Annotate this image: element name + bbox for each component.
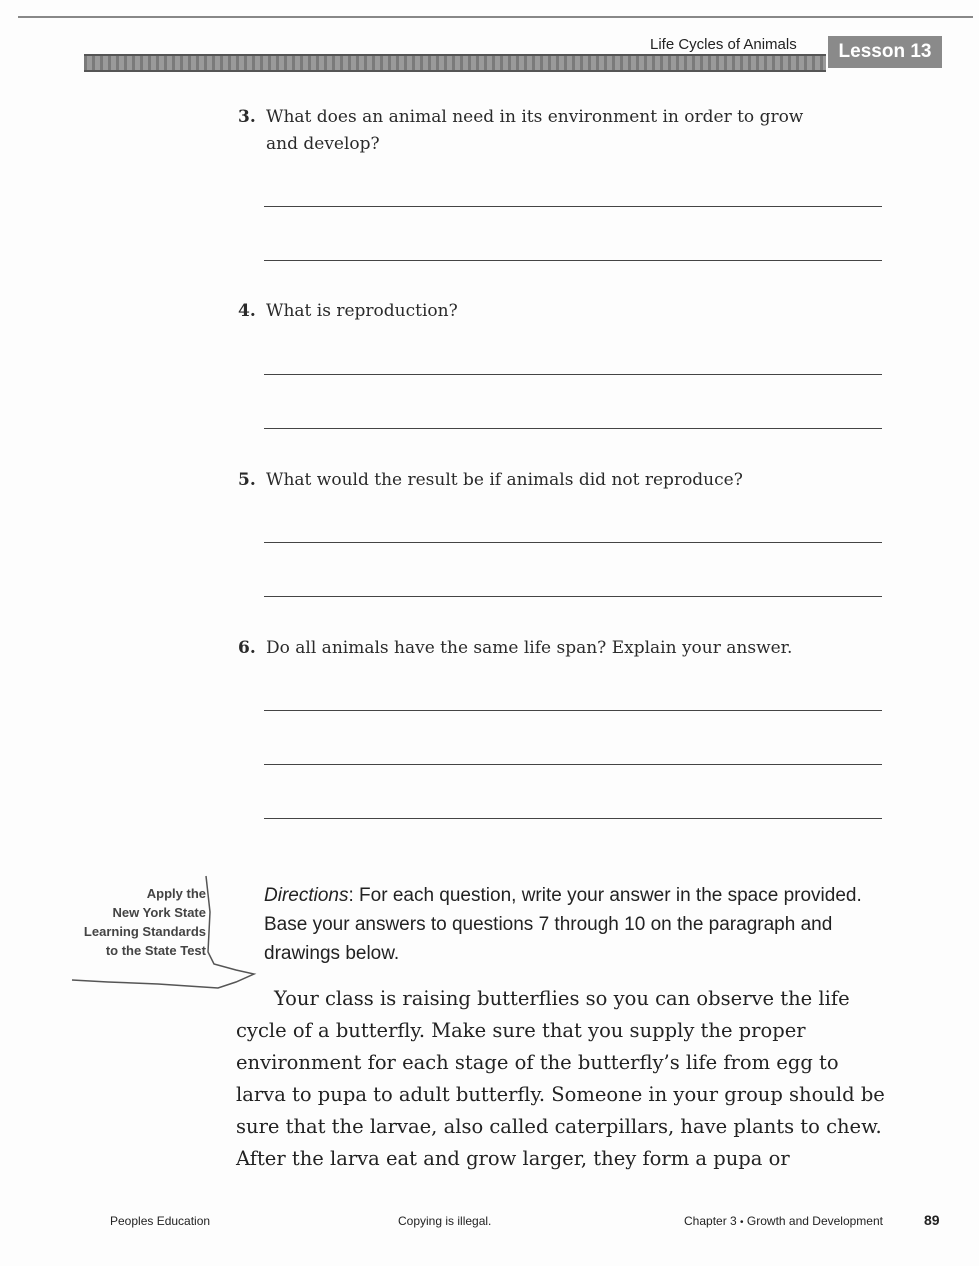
answer-line-q6-1[interactable]: [264, 710, 882, 711]
answer-line-q6-3[interactable]: [264, 818, 882, 819]
standards-line-3: Learning Standards: [83, 924, 206, 939]
footer-separator: •: [740, 1217, 744, 1228]
footer-copy-notice: Copying is illegal.: [398, 1214, 492, 1228]
standards-note: [56, 884, 206, 960]
question-number: 3.: [238, 107, 256, 127]
standards-line-1: Apply the: [146, 886, 206, 901]
footer-chapter-label: Chapter 3: [684, 1214, 737, 1228]
page-number: 89: [924, 1212, 940, 1228]
standards-line-4: to the State Test: [105, 943, 206, 958]
passage-paragraph: Your class is raising butterflies so you can observe the life cycle of a butterfly. Make sure that you supply the proper environment for each stage of the butterfly’s life from egg to larva to pupa to adult butterfly. Someone in your group should be sure that the larvae, also called caterpillars, have plants to chew. After the larva eat and grow larger, they form a pupa or: [236, 987, 885, 1170]
question-text: What is reproduction?: [266, 301, 458, 321]
question-text: What would the result be if animals did not reproduce?: [266, 470, 743, 490]
answer-line-q4-2[interactable]: [264, 428, 882, 429]
lesson-badge: Lesson 13: [828, 36, 942, 68]
question-number: 5.: [238, 470, 256, 490]
top-rule: [18, 16, 973, 18]
question-text: What does an animal need in its environment in order to grow and develop?: [266, 107, 804, 154]
header-title: Life Cycles of Animals: [650, 36, 797, 53]
answer-line-q3-2[interactable]: [264, 260, 882, 261]
answer-line-q5-1[interactable]: [264, 542, 882, 543]
answer-line-q3-1[interactable]: [264, 206, 882, 207]
header-bar: [84, 54, 826, 72]
footer-chapter-title: Growth and Development: [746, 1214, 883, 1228]
directions-text: : For each question, write your answer in the space provided. Base your answers to questions 7 through 10 on the paragraph and drawings below.: [264, 885, 862, 964]
answer-line-q4-1[interactable]: [264, 374, 882, 375]
question-text: Do all animals have the same life span? Explain your answer.: [266, 638, 793, 658]
directions: [264, 881, 884, 968]
footer-publisher: Peoples Education: [110, 1214, 211, 1228]
answer-line-q5-2[interactable]: [264, 596, 882, 597]
directions-lead: Directions: [264, 885, 349, 906]
question-number: 6.: [238, 638, 256, 658]
question-number: 4.: [238, 301, 256, 321]
answer-line-q6-2[interactable]: [264, 764, 882, 765]
standards-line-2: New York State: [112, 905, 206, 920]
footer-chapter: [684, 1214, 883, 1228]
